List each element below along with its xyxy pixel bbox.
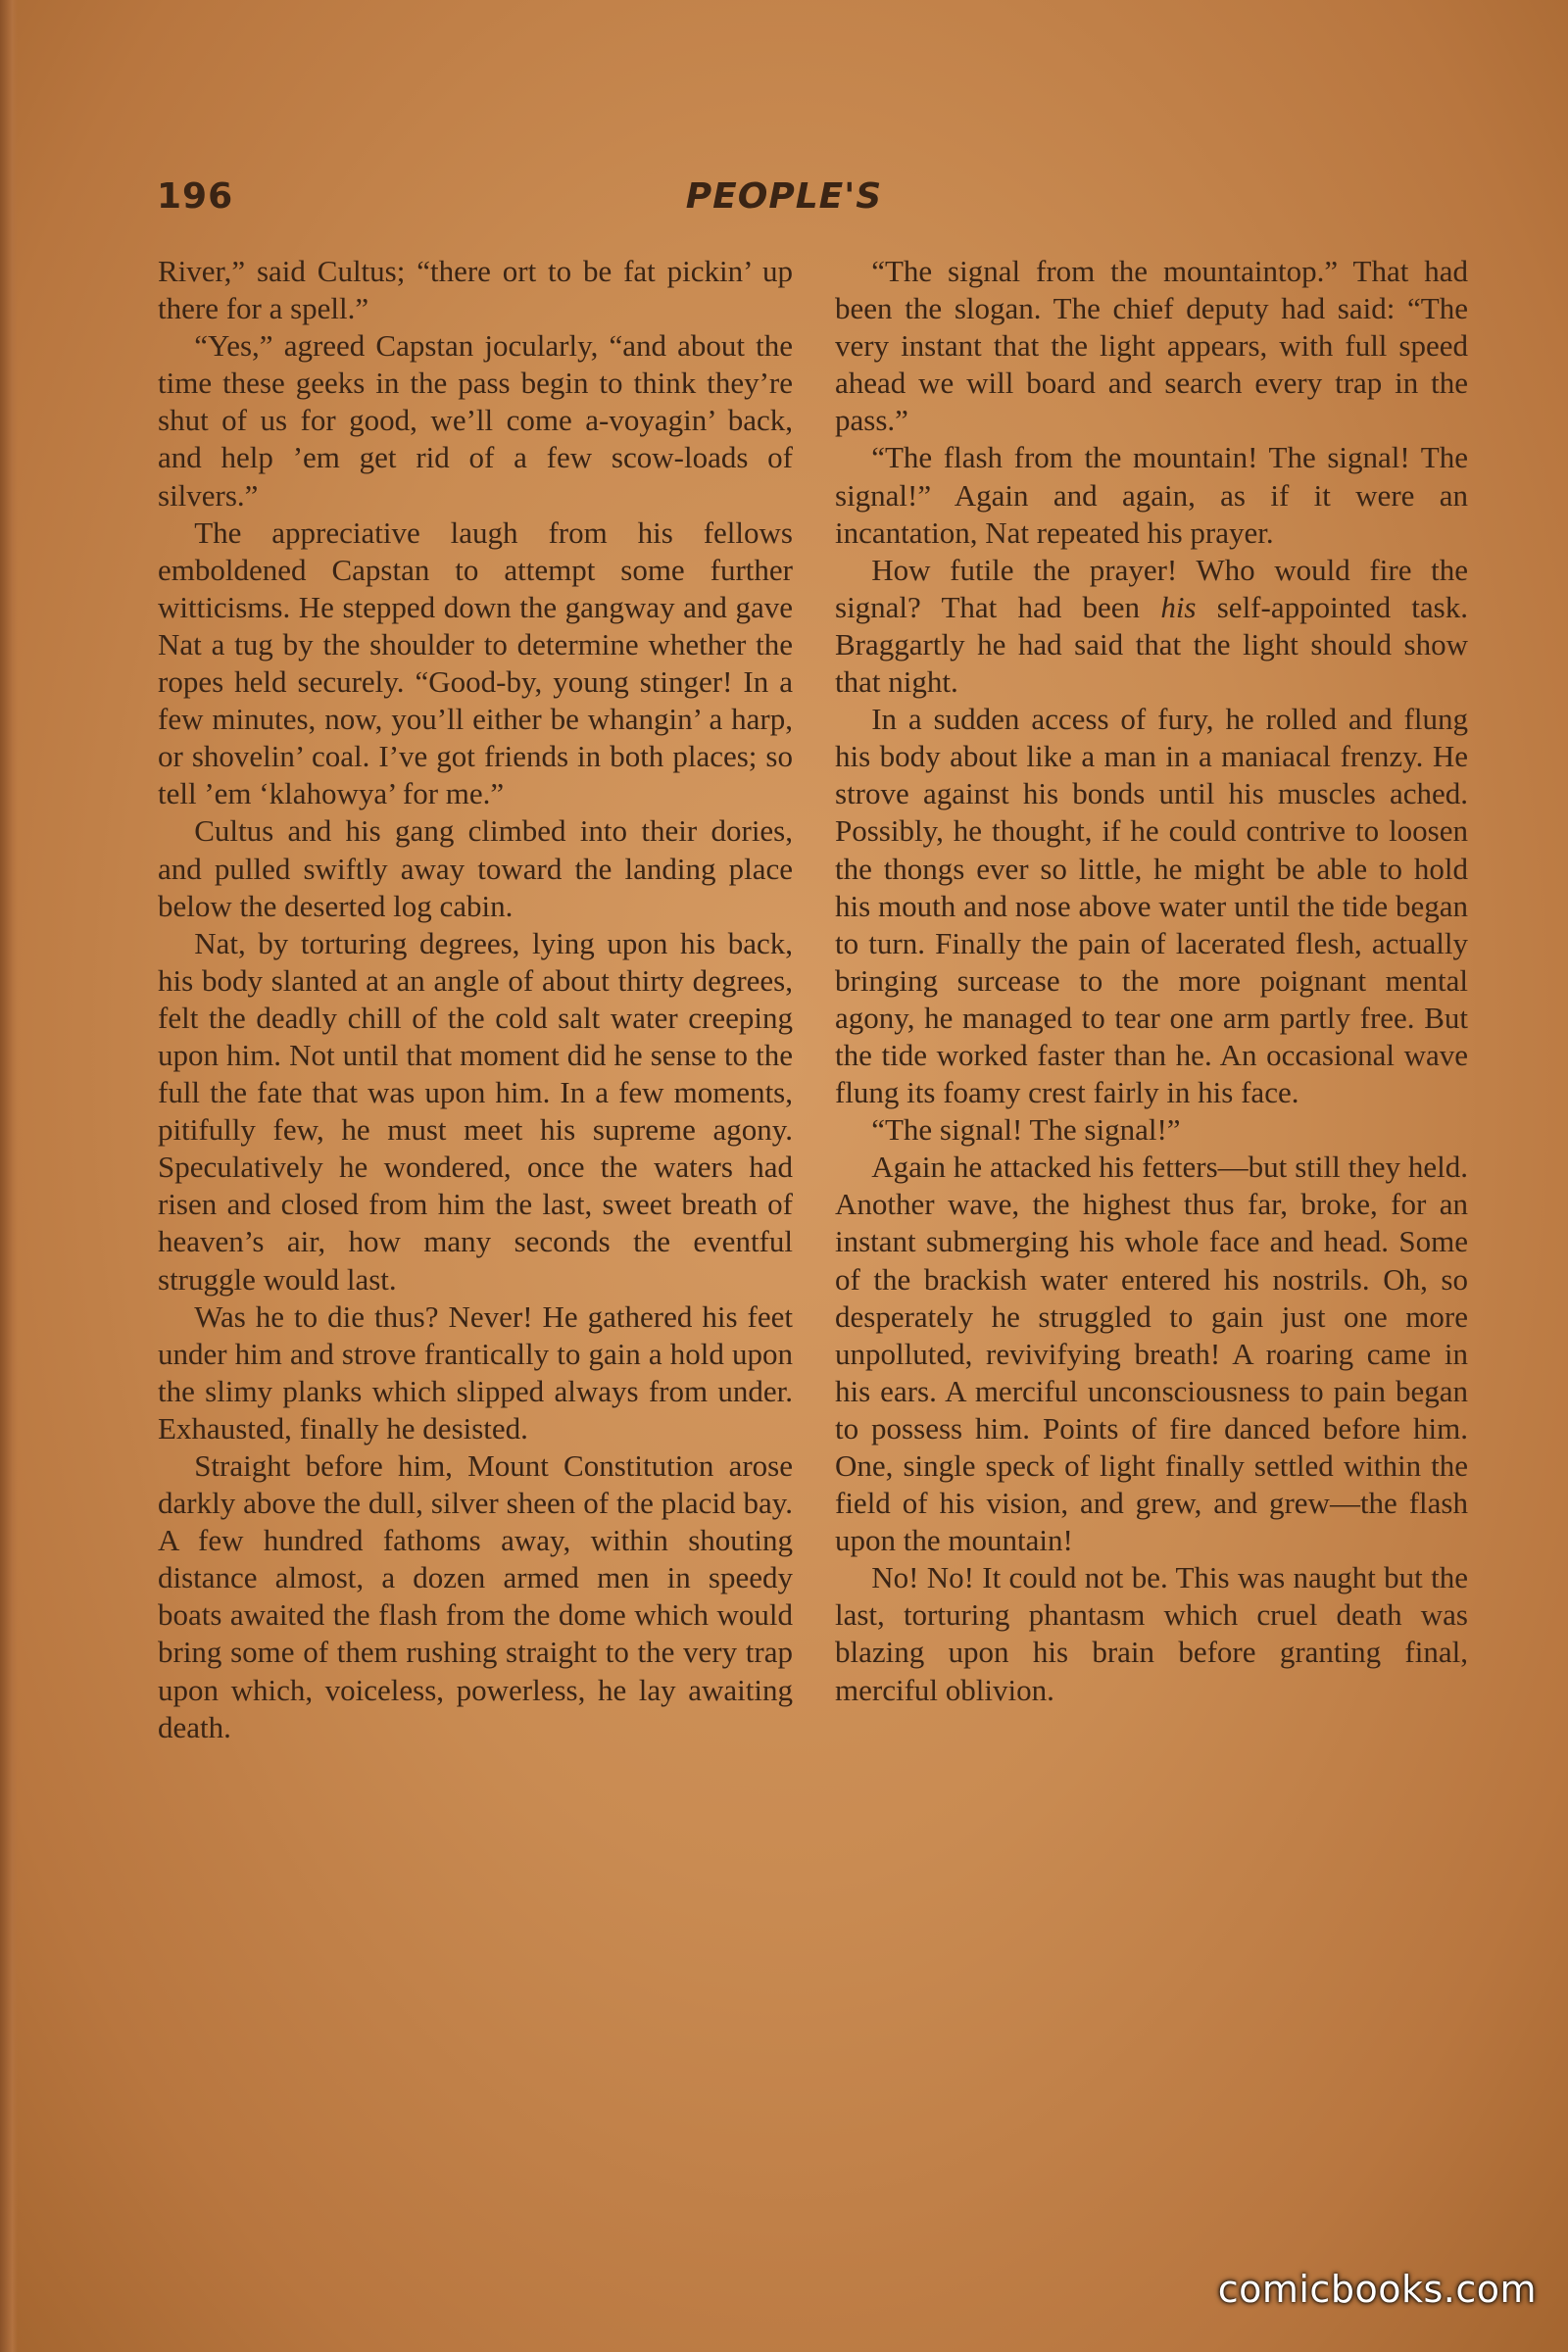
- paragraph: Straight before him, Mount Constitution arose darkly above the dull, silver sheen of the placid bay. A few hundred fathoms away, within shouting distance almost, a dozen armed men in speedy boats awaited the flash from the dome which would bring some of them rushing straight to the very trap upon which, voiceless, powerless, he lay awaiting death.: [158, 1448, 793, 1744]
- paragraph: [835, 552, 1468, 701]
- paragraph: Nat, by torturing degrees, lying upon his back, his body slanted at an angle of about thirty degrees, felt the deadly chill of the cold salt water creeping upon him. Not until that moment did he sense to the full the fate that was upon him. In a few moments, pitifully few, he must meet his supreme agony. Speculatively he wondered, once the waters had risen and closed from him the last, sweet breath of heaven’s air, how many seconds the eventful struggle would last.: [158, 925, 793, 1297]
- paragraph: “The signal! The signal!”: [871, 1112, 1181, 1148]
- page-binding-edge: [0, 0, 18, 2352]
- paragraph: Cultus and his gang climbed into their dories, and pulled swiftly away toward the landing place below the deserted log cabin.: [158, 813, 793, 923]
- paragraph: No! No! It could not be. This was naught but the last, torturing phantasm which cruel death was blazing upon his brain before granting final, merciful oblivion.: [835, 1560, 1468, 1707]
- paragraph: “The flash from the mountain! The signal! The signal!” Again and again, as if it were an incantation, Nat repeated his prayer.: [835, 440, 1468, 550]
- emphasized-word: his: [1160, 589, 1197, 624]
- paragraph: The appreciative laugh from his fellows emboldened Capstan to attempt some further witticisms. He stepped down the gangway and gave Nat a tug by the shoulder to determine whether the ropes held securely. “Good-by, young stinger! In a few minutes, now, you’ll either be whangin’ a harp, or shovelin’ coal. I’ve got friends in both places; so tell ’em ‘klahowya’ for me.”: [158, 514, 793, 811]
- paragraph: In a sudden access of fury, he rolled and flung his body about like a man in a maniacal frenzy. He strove against his bonds until his muscles ached. Possibly, he thought, if he could contrive to loosen the thongs ever so little, he might be able to hold his mouth and nose above water until the tide began to turn. Finally the pain of lacerated flesh, actually bringing surcease to the more poignant mental agony, he managed to tear one arm partly free. But the tide worked faster than he. An occasional wave flung its foamy crest fairly in his face.: [835, 702, 1468, 1110]
- paragraph: “Yes,” agreed Capstan jocularly, “and about the time these geeks in the pass begin to think they’re shut of us for good, we’ll come a-voyagin’ back, and help ’em get rid of a few scow-loads of silvers.”: [158, 328, 793, 513]
- paragraph-text: self-appointed task. Braggartly he had said that the light should show that night.: [835, 589, 1468, 700]
- paragraph-text: How futile the prayer! Who would fire the signal? That had been: [835, 552, 1468, 624]
- paragraph: “The signal from the mountaintop.” That had been the slogan. The chief deputy had said: “The very instant that the light appears, with full speed ahead we will board and search every trap in the pass.”: [835, 254, 1468, 438]
- site-watermark: comicbooks.com: [1217, 2268, 1537, 2311]
- running-title: PEOPLE'S: [685, 176, 883, 217]
- paragraph: Again he attacked his fetters—but still they held. Another wave, the highest thus far, broke, for an instant submerging his whole face and head. Some of the brackish water entered his nostrils. Oh, so desperately he struggled to gain just one more unpolluted, revivifying breath! A roaring came in his ears. A merciful unconsciousness to pain began to possess him. Points of fire danced before him. One, single speck of light finally settled within the field of his vision, and grew, and grew—the flash upon the mountain!: [835, 1150, 1468, 1558]
- paragraph: River,” said Cultus; “there ort to be fat pickin’ up there for a spell.”: [158, 254, 793, 326]
- paragraph: Was he to die thus? Never! He gathered his feet under him and strove frantically to gain a hold upon the slimy planks which slipped always from under. Exhausted, finally he desisted.: [158, 1298, 793, 1446]
- left-column: [158, 253, 793, 1746]
- page-number: 196: [157, 176, 234, 217]
- right-column: [835, 253, 1468, 1709]
